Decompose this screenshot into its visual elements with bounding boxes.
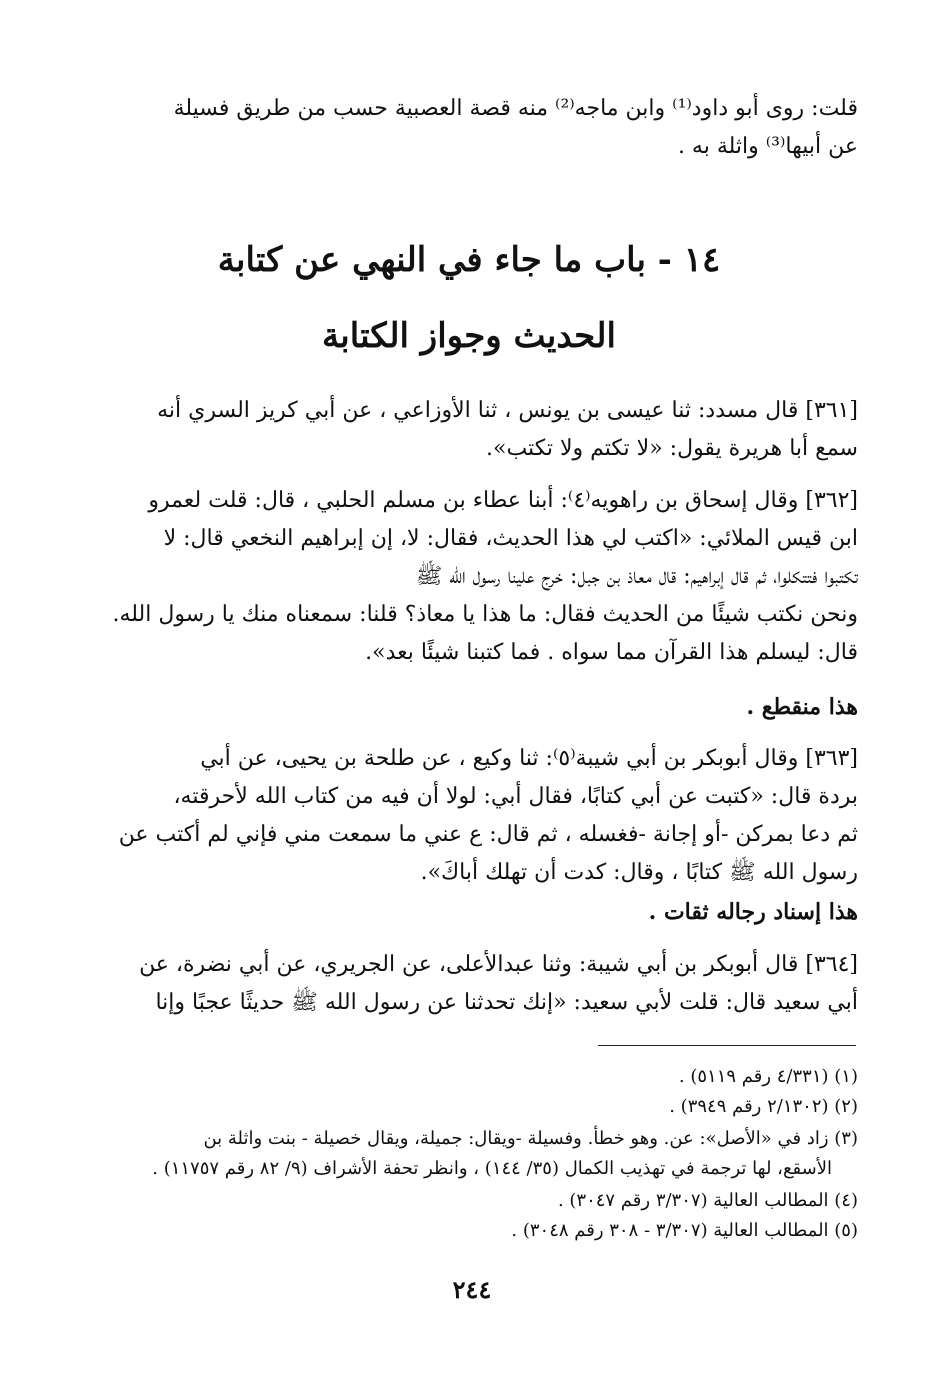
page-number: ٢٤٤ [452, 1275, 492, 1304]
footnote: (٣) زاد في «الأصل»: عن. وهو خطأ. وفسيلة -ويقال: جميلة، ويقال خصيلة - بنت واثلة بن [203, 1128, 858, 1149]
text-line: [٣٦٢] وقال إسحاق بن راهويه⁽٤⁾: أبنا عطاء بن مسلم الحلبي ، قال: قلت لعمرو [148, 488, 858, 513]
text-line: ثم دعا بمركن -أو إجانة -فغسله ، ثم قال: ع عني ما سمعت مني فإني لم أكتب عن [118, 822, 858, 847]
text-line: بردة قال: «كتبت عن أبي كتابًا، فقال أبي: لولا أن فيه من كتاب الله لأحرقته، [173, 784, 858, 809]
text-line: قال: ليسلم هذا القرآن مما سواه . فما كتبنا شيئًا بعد». [365, 640, 858, 665]
footnote: (١) (٤/٣٣١ رقم ٥١١٩) . [678, 1066, 858, 1087]
text-line: أبي سعيد قال: قلت لأبي سعيد: «إنك تحدثنا عن رسول الله ﷺ حديثًا عجبًا وإنا [155, 990, 858, 1015]
grade-note: هذا إسناد رجاله ثقات . [648, 899, 858, 925]
text-line: ابن قيس الملائي: «اكتب لي هذا الحديث، فقال: لا، إن إبراهيم النخعي قال: لا [163, 526, 858, 551]
footnote-divider [598, 1045, 856, 1046]
footnote: (٤) المطالب العالية (٣/٣٠٧ رقم ٣٠٤٧) . [557, 1190, 858, 1211]
text-line: رسول الله ﷺ كتابًا ، وقال: كدت أن تهلك أباكَ». [420, 860, 858, 885]
text-line: تكتبوا فتتكلوا، ثم قال إبراهيم: قال معاذ بن جبل: خرج علينا رسول الله ﷺ [415, 564, 858, 589]
footnote: (٢) (٢/١٣٠٢ رقم ٣٩٤٩) . [669, 1096, 858, 1117]
text-line: [٣٦٣] وقال أبوبكر بن أبي شيبة⁽٥⁾: ثنا وكيع ، عن طلحة بن يحيى، عن أبي [200, 746, 858, 771]
text-line: سمع أبا هريرة يقول: «لا تكتم ولا تكتب». [486, 436, 858, 461]
footnote-continuation: الأسقع، لها ترجمة في تهذيب الكمال (٣٥/ ١٤٤) ، وانظر تحفة الأشراف (٩/ ٨٢ رقم ١١٧٥٧) . [152, 1158, 832, 1179]
chapter-title-line-1: ١٤ - باب ما جاء في النهي عن كتابة [217, 240, 721, 280]
text-line: [٣٦١] قال مسدد: ثنا عيسى بن يونس ، ثنا الأوزاعي ، عن أبي كريز السري أنه [157, 398, 858, 423]
text-line: قلت: روى أبو داود⁽¹⁾ وابن ماجه⁽²⁾ منه قصة العصبية حسب من طريق فسيلة [173, 96, 858, 121]
hadith-361 [80, 392, 858, 468]
text-line: ونحن نكتب شيئًا من الحديث فقال: ما هذا يا معاذ؟ قلنا: سمعناه منك يا رسول الله. [112, 602, 858, 627]
footnote: (٥) المطالب العالية (٣/٣٠٧ - ٣٠٨ رقم ٣٠٤٨) . [511, 1220, 858, 1241]
text-line: عن أبيها⁽³⁾ واثلة به . [677, 134, 858, 159]
intro-paragraph [80, 90, 858, 166]
text-line: [٣٦٤] قال أبوبكر بن أبي شيبة: وثنا عبدالأعلى، عن الجريري، عن أبي نضرة، عن [139, 952, 858, 977]
hadith-362 [80, 482, 858, 672]
grade-note: هذا منقطع . [746, 694, 858, 720]
hadith-364 [80, 946, 858, 1022]
hadith-363 [80, 740, 858, 892]
chapter-title-line-2: الحديث وجواز الكتابة [322, 316, 616, 356]
